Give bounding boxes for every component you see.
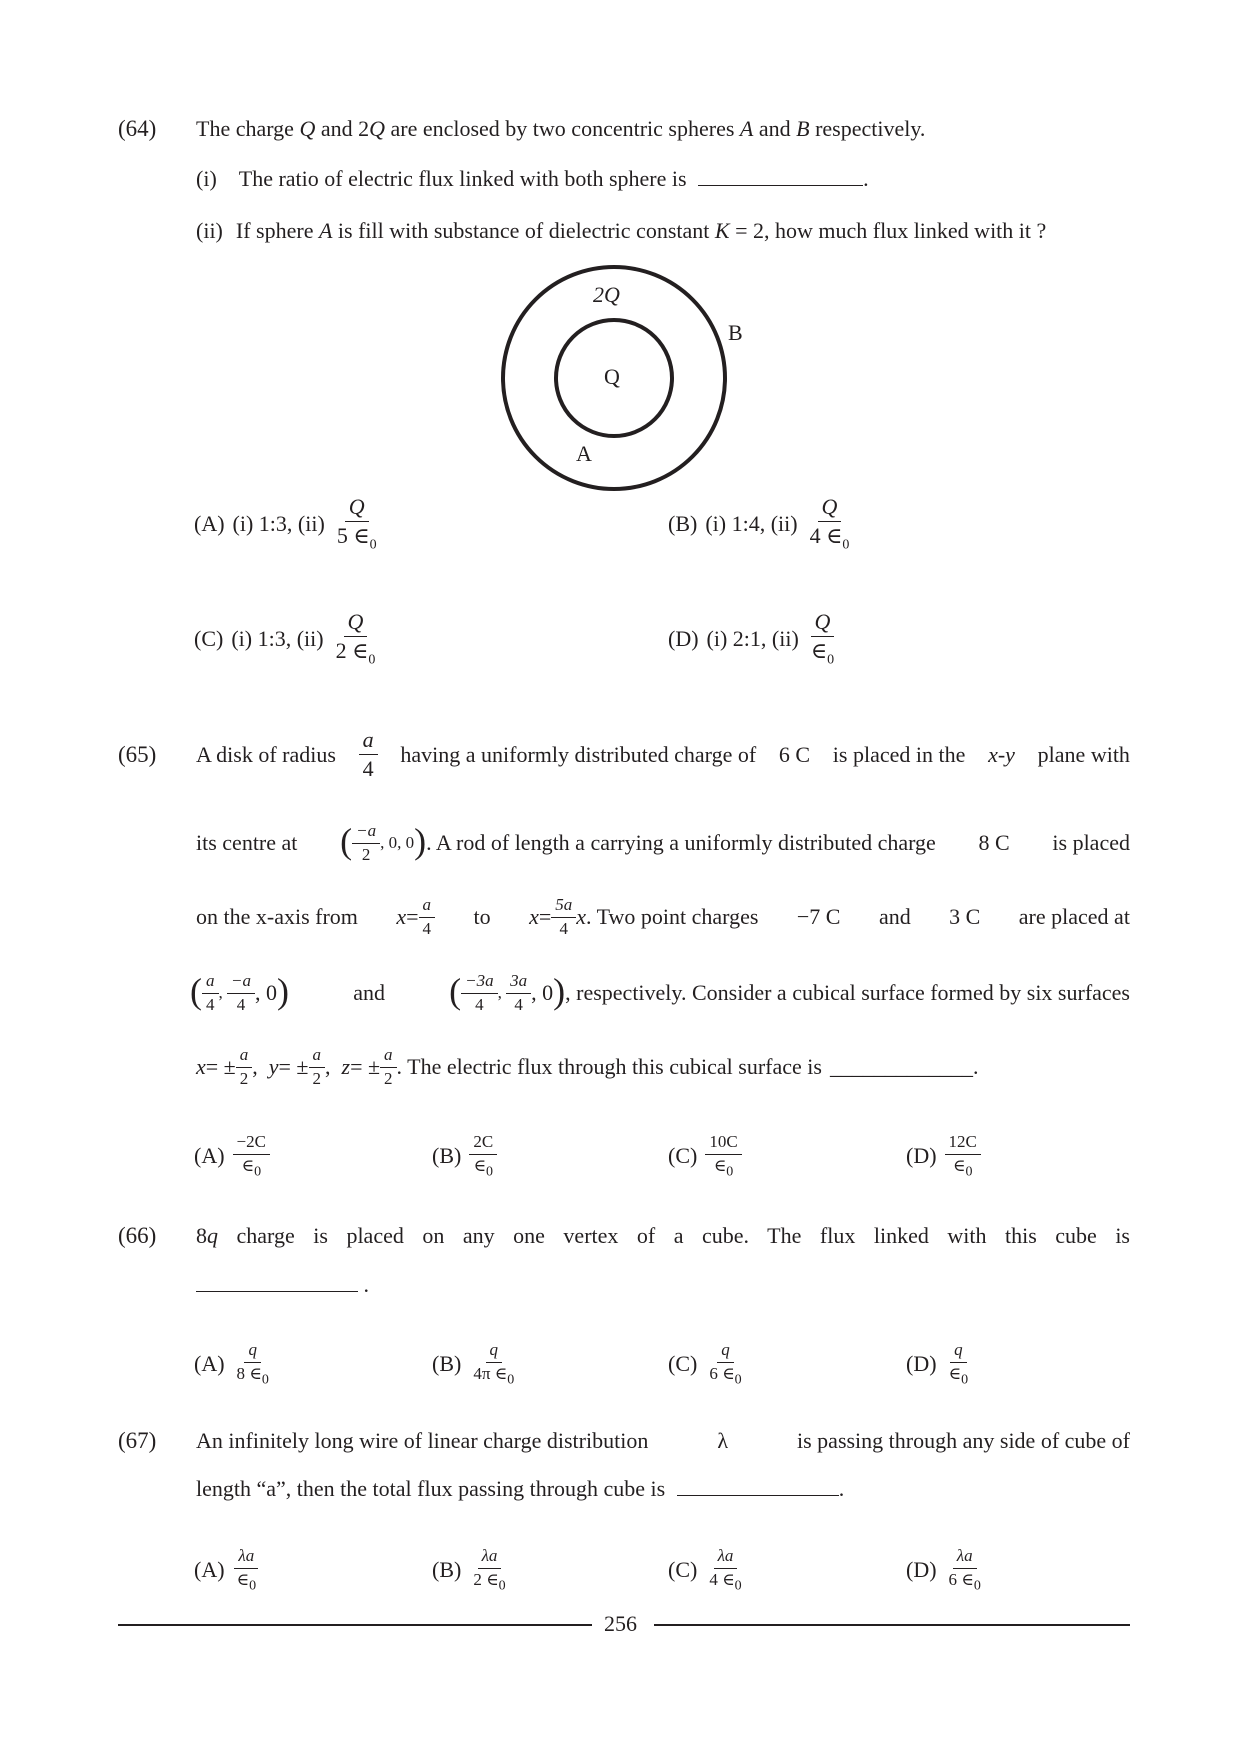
question-65-line-3: on the x-axis from x = $\frac{a}{4}$ to x = $\frac{5a}{4}$ x . Two point charges −7 C and 3 C are placed at [196,895,1130,938]
question-65-line-4: ( $\frac{a}{4}$ , $\frac{-a}{4}$ , 0 ) and ( $\frac{-3a}{4}$ , $\frac{3a}{4}$ , 0 ) , respectively. Consider a cubical surface formed by six surfaces [190,971,1130,1014]
q66-option-B[interactable]: (B) $\frac{q}{4\pi \in_0}$ [432,1340,515,1388]
q67-option-B[interactable]: (B) $\frac{\lambda a}{2 \in_0}$ [432,1546,506,1594]
page-number: 256 [604,1611,637,1636]
figure-outer-charge-label: 2Q [593,282,620,307]
footer-rule-right [654,1624,1130,1626]
question-64-part-ii: (ii) If sphere A is fill with substance of dielectric constant K = 2, how much flux linked with it ? [196,218,1047,243]
q65-option-B[interactable]: (B) $\frac{2C}{\in_0}$ [432,1133,497,1179]
concentric-spheres-figure [490,262,750,502]
q66-option-A[interactable]: (A) $\frac{q}{8 \in_0}$ [194,1340,269,1388]
figure-label-A: A [576,441,592,466]
q67-option-A[interactable]: (A) $\frac{\lambda a}{\in_0}$ [194,1547,260,1593]
question-65-line-1: A disk of radius $\frac{a}{4}$ having a uniformly distributed charge of 6 C is placed in the x-y plane with [196,727,1130,782]
answer-blank: _____________ [829,1054,973,1080]
question-number-65: (65) [118,742,157,767]
q66-option-C[interactable]: (C) $\frac{q}{6 \in_0}$ [668,1340,742,1388]
q67-option-D[interactable]: (D) $\frac{\lambda a}{6 \in_0}$ [906,1546,981,1594]
question-65-line-5: x = ± $\frac{a}{2}$ , y = ± $\frac{a}{2}$ , z = ± $\frac{a}{2}$ . The electric flux through this cubical surface is _____________ . [196,1045,979,1088]
question-number-64: (64) [118,116,157,141]
question-64-part-i: (i) The ratio of electric flux linked with both sphere is . [196,166,869,191]
q65-option-D[interactable]: (D) $\frac{12C}{\in_0}$ [906,1133,981,1179]
question-67-line-1: An infinitely long wire of linear charge distribution λ is passing through any side of cube of [196,1428,1130,1453]
q64-option-A[interactable]: (A) (i) 1:3, (ii) $\frac{Q}{5 \in_0}$ [194,494,377,553]
q67-option-C[interactable]: (C) $\frac{\lambda a}{4 \in_0}$ [668,1546,742,1594]
q65-option-A[interactable]: (A) $\frac{-2C}{\in_0}$ [194,1133,270,1179]
q64-option-D[interactable]: (D) (i) 2:1, (ii) $\frac{Q}{\in_0}$ [668,609,835,668]
q65-option-C[interactable]: (C) $\frac{10C}{\in_0}$ [668,1133,742,1179]
question-number-66: (66) [118,1223,157,1248]
question-66-stem: 8q charge is placed on any one vertex of a cube. The flux linked with this cube is [196,1223,1130,1248]
footer-rule-left [118,1624,592,1626]
question-number-67: (67) [118,1428,157,1453]
question-66-blank: . [196,1272,369,1298]
question-65-line-2: its centre at ( $\frac{-a}{2}$ , 0, 0 ) . A rod of length a carrying a uniformly distributed charge 8 C is placed [196,821,1130,864]
figure-label-B: B [728,320,743,345]
q64-option-C[interactable]: (C) (i) 1:3, (ii) $\frac{Q}{2 \in_0}$ [194,609,376,668]
q66-option-D[interactable]: (D) $\frac{q}{\in_0}$ [906,1340,969,1388]
question-67-line-2: length “a”, then the total flux passing through cube is . [196,1476,845,1501]
figure-inner-charge-label: Q [604,364,620,389]
q64-option-B[interactable]: (B) (i) 1:4, (ii) $\frac{Q}{4 \in_0}$ [668,494,850,553]
question-64-stem: The charge Q and 2Q are enclosed by two concentric spheres A and B respectively. [196,116,926,141]
